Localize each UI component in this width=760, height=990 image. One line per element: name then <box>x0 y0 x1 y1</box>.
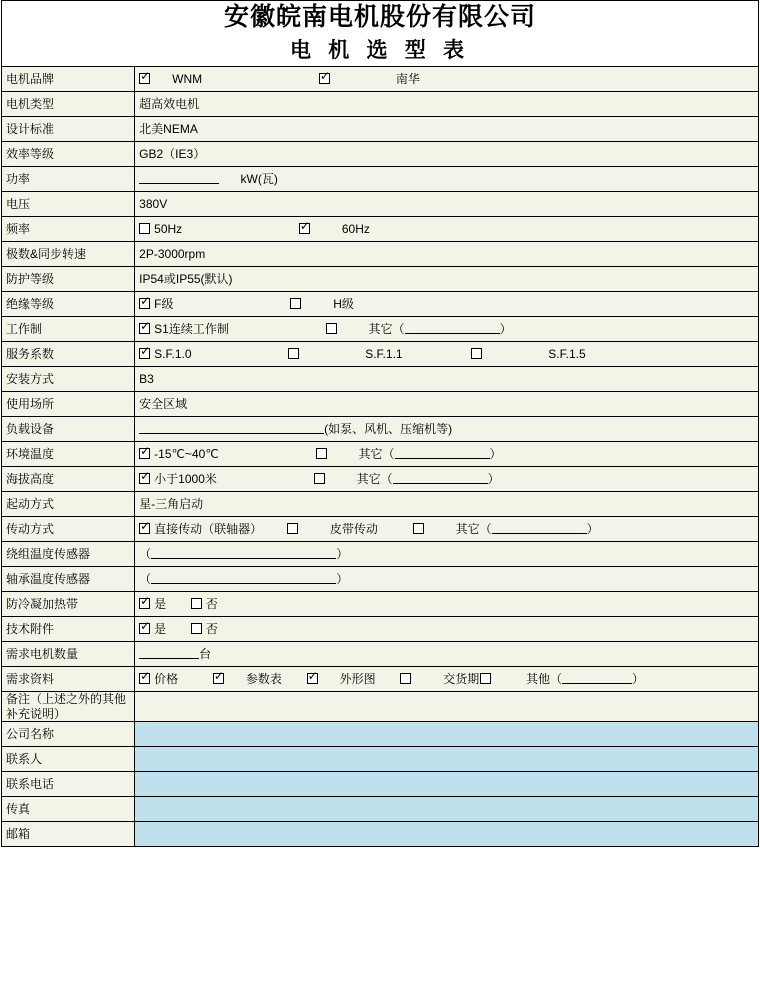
documents-option-spec[interactable] <box>213 672 282 686</box>
documents-other-tail: ） <box>632 672 645 687</box>
transmission-other-tail: ） <box>586 522 599 537</box>
row-fax <box>2 797 759 822</box>
transmission-option-other[interactable] <box>413 522 599 536</box>
row-protection <box>2 267 759 292</box>
documents-option-price[interactable] <box>139 672 178 686</box>
insulation-option-f-label: F级 <box>154 297 174 312</box>
row-phone <box>2 772 759 797</box>
row-ambient-temp <box>2 442 759 467</box>
sf-option-11-label: S.F.1.1 <box>365 347 403 362</box>
ambient-other-input-line[interactable] <box>395 447 490 459</box>
form-title <box>2 1 759 67</box>
insulation-option-h[interactable] <box>290 297 354 311</box>
value-fax[interactable] <box>135 797 759 822</box>
checkbox-icon[interactable] <box>139 223 150 234</box>
checkbox-icon[interactable] <box>413 523 424 534</box>
value-load-equipment <box>135 417 759 442</box>
ambient-other-tail: ） <box>489 447 502 462</box>
value-power[interactable] <box>135 167 759 192</box>
transmission-option-other-label: 其它（ <box>455 522 492 537</box>
form-table <box>1 0 759 847</box>
value-ambient-temp <box>135 442 759 467</box>
transmission-option-direct-label: 直接传动（联轴器） <box>154 522 263 537</box>
label-frequency: 频率 <box>2 217 135 242</box>
transmission-option-direct[interactable] <box>139 522 262 536</box>
checkbox-icon[interactable] <box>314 473 325 484</box>
value-type[interactable]: 超高效电机 <box>135 92 759 117</box>
quantity-unit: 台 <box>199 647 212 662</box>
label-load-equipment: 负载设备 <box>2 417 135 442</box>
value-poles[interactable]: 2P-3000rpm <box>135 242 759 267</box>
brand-option-wnm-label: WNM <box>172 72 203 87</box>
checkbox-icon[interactable] <box>139 473 150 484</box>
value-starting[interactable]: 星-三角启动 <box>135 492 759 517</box>
duty-option-other-label: 其它（ <box>368 322 405 337</box>
checkbox-icon[interactable] <box>139 348 150 359</box>
duty-option-s1[interactable] <box>139 322 229 336</box>
label-ambient-temp: 环境温度 <box>2 442 135 467</box>
documents-option-spec-label: 参数表 <box>245 672 282 687</box>
row-brand <box>2 67 759 92</box>
checkbox-icon[interactable] <box>139 73 150 84</box>
label-insulation: 绝缘等级 <box>2 292 135 317</box>
transmission-option-belt-label: 皮带传动 <box>329 522 378 537</box>
insulation-option-f[interactable] <box>139 297 173 311</box>
label-contact: 联系人 <box>2 747 135 772</box>
duty-option-other[interactable] <box>326 322 512 336</box>
checkbox-icon[interactable] <box>139 448 150 459</box>
label-quantity: 需求电机数量 <box>2 642 135 667</box>
value-efficiency[interactable]: GB2（IE3） <box>135 142 759 167</box>
value-standard[interactable]: 北美NEMA <box>135 117 759 142</box>
label-anticondensation: 防冷凝加热带 <box>2 592 135 617</box>
value-documents <box>135 667 759 692</box>
value-service-factor <box>135 342 759 367</box>
form-subtitle: 电 机 选 型 表 <box>290 37 470 62</box>
company-title: 安徽皖南电机股份有限公司 <box>223 4 536 31</box>
sf-option-10-label: S.F.1.0 <box>154 347 192 362</box>
row-contact <box>2 747 759 772</box>
sf-option-15-label: S.F.1.5 <box>548 347 586 362</box>
row-email <box>2 822 759 847</box>
row-transmission <box>2 517 759 542</box>
row-type <box>2 92 759 117</box>
checkbox-icon[interactable] <box>400 673 411 684</box>
checkbox-icon[interactable] <box>288 348 299 359</box>
label-power: 功率 <box>2 167 135 192</box>
altitude-option-other[interactable] <box>314 472 500 486</box>
label-location: 使用场所 <box>2 392 135 417</box>
checkbox-icon[interactable] <box>213 673 224 684</box>
anticondensation-option-yes-label: 是 <box>154 597 167 612</box>
value-brand <box>135 67 759 92</box>
value-company-name[interactable] <box>135 722 759 747</box>
row-winding-sensor <box>2 542 759 567</box>
label-protection: 防护等级 <box>2 267 135 292</box>
row-documents <box>2 667 759 692</box>
documents-other-input-line[interactable] <box>562 672 632 684</box>
ambient-option-default[interactable] <box>139 447 219 461</box>
transmission-other-input-line[interactable] <box>492 522 587 534</box>
checkbox-icon[interactable] <box>299 223 310 234</box>
value-transmission <box>135 517 759 542</box>
row-load-equipment <box>2 417 759 442</box>
altitude-option-default[interactable] <box>139 472 217 486</box>
value-duty <box>135 317 759 342</box>
checkbox-icon[interactable] <box>191 623 202 634</box>
value-phone[interactable] <box>135 772 759 797</box>
row-bearing-sensor <box>2 567 759 592</box>
label-altitude: 海拔高度 <box>2 467 135 492</box>
label-documents: 需求资料 <box>2 667 135 692</box>
label-type: 电机类型 <box>2 92 135 117</box>
row-company-name <box>2 722 759 747</box>
value-winding-sensor: （ ） <box>135 542 759 567</box>
row-location <box>2 392 759 417</box>
accessories-option-yes[interactable] <box>139 622 166 636</box>
label-accessories: 技术附件 <box>2 617 135 642</box>
row-voltage <box>2 192 759 217</box>
label-winding-sensor: 绕组温度传感器 <box>2 542 135 567</box>
label-service-factor: 服务系数 <box>2 342 135 367</box>
label-email: 邮箱 <box>2 822 135 847</box>
row-remarks <box>2 692 759 722</box>
label-transmission: 传动方式 <box>2 517 135 542</box>
value-altitude <box>135 467 759 492</box>
checkbox-icon[interactable] <box>290 298 301 309</box>
duty-other-input-line[interactable] <box>405 322 500 334</box>
value-accessories <box>135 617 759 642</box>
documents-option-drawing-label: 外形图 <box>339 672 376 687</box>
quantity-input-line[interactable] <box>139 647 199 659</box>
anticondensation-option-no[interactable] <box>191 597 218 611</box>
label-brand: 电机品牌 <box>2 67 135 92</box>
checkbox-icon[interactable] <box>287 523 298 534</box>
insulation-option-h-label: H级 <box>333 297 354 312</box>
row-quantity <box>2 642 759 667</box>
ambient-option-other-label: 其它（ <box>358 447 395 462</box>
checkbox-icon[interactable] <box>191 598 202 609</box>
label-poles: 极数&同步转速 <box>2 242 135 267</box>
checkbox-icon[interactable] <box>326 323 337 334</box>
row-power <box>2 167 759 192</box>
anticondensation-option-no-label: 否 <box>205 597 218 612</box>
frequency-option-50hz[interactable] <box>139 222 182 236</box>
row-service-factor <box>2 342 759 367</box>
documents-option-drawing[interactable] <box>307 672 376 686</box>
value-email[interactable] <box>135 822 759 847</box>
frequency-option-60hz[interactable] <box>299 222 370 236</box>
row-efficiency <box>2 142 759 167</box>
power-unit: kW(瓦) <box>240 172 278 187</box>
row-standard <box>2 117 759 142</box>
checkbox-icon[interactable] <box>139 523 150 534</box>
brand-option-nanhua-label: 南华 <box>395 72 420 87</box>
power-input-line[interactable] <box>139 172 219 184</box>
sf-option-15[interactable] <box>471 347 585 361</box>
duty-other-tail: ） <box>499 322 512 337</box>
checkbox-icon[interactable] <box>319 73 330 84</box>
row-frequency <box>2 217 759 242</box>
label-starting: 起动方式 <box>2 492 135 517</box>
accessories-option-yes-label: 是 <box>154 622 167 637</box>
documents-option-delivery-label: 交货期 <box>443 672 480 687</box>
checkbox-icon[interactable] <box>480 673 491 684</box>
value-voltage[interactable]: 380V <box>135 192 759 217</box>
row-mounting <box>2 367 759 392</box>
row-duty <box>2 317 759 342</box>
documents-option-other-label: 其他（ <box>525 672 562 687</box>
altitude-other-input-line[interactable] <box>393 472 488 484</box>
documents-option-other[interactable] <box>526 672 644 686</box>
accessories-option-no-label: 否 <box>205 622 218 637</box>
value-insulation <box>135 292 759 317</box>
value-mounting[interactable]: B3 <box>135 367 759 392</box>
value-frequency <box>135 217 759 242</box>
documents-option-price-label: 价格 <box>154 672 179 687</box>
checkbox-icon[interactable] <box>139 623 150 634</box>
title-row <box>2 1 759 67</box>
row-accessories <box>2 617 759 642</box>
sf-option-11[interactable] <box>288 347 402 361</box>
frequency-option-50hz-label: 50Hz <box>154 222 183 237</box>
checkbox-icon[interactable] <box>139 598 150 609</box>
value-remarks[interactable] <box>135 692 759 722</box>
transmission-option-belt[interactable] <box>287 522 378 536</box>
brand-option-nanhua[interactable] <box>319 72 420 86</box>
row-poles <box>2 242 759 267</box>
value-protection[interactable]: IP54或IP55(默认) <box>135 267 759 292</box>
row-insulation <box>2 292 759 317</box>
value-contact[interactable] <box>135 747 759 772</box>
checkbox-icon[interactable] <box>471 348 482 359</box>
altitude-option-other-label: 其它（ <box>356 472 393 487</box>
accessories-option-no[interactable] <box>191 622 218 636</box>
ambient-option-default-label: -15℃~40℃ <box>154 447 219 462</box>
checkbox-icon[interactable] <box>307 673 318 684</box>
row-anticondensation <box>2 592 759 617</box>
winding-sensor-input-line[interactable] <box>151 547 336 559</box>
frequency-option-60hz-label: 60Hz <box>341 222 370 237</box>
sf-option-10[interactable] <box>139 347 191 361</box>
label-mounting: 安装方式 <box>2 367 135 392</box>
label-efficiency: 效率等级 <box>2 142 135 167</box>
load-equipment-note: (如泵、风机、压缩机等) <box>324 422 453 437</box>
row-altitude <box>2 467 759 492</box>
label-standard: 设计标准 <box>2 117 135 142</box>
label-company-name: 公司名称 <box>2 722 135 747</box>
value-quantity[interactable] <box>135 642 759 667</box>
label-fax: 传真 <box>2 797 135 822</box>
checkbox-icon[interactable] <box>316 448 327 459</box>
label-phone: 联系电话 <box>2 772 135 797</box>
duty-option-s1-label: S1连续工作制 <box>154 322 229 337</box>
altitude-other-tail: ） <box>487 472 500 487</box>
value-location[interactable]: 安全区域 <box>135 392 759 417</box>
label-duty: 工作制 <box>2 317 135 342</box>
value-anticondensation <box>135 592 759 617</box>
checkbox-icon[interactable] <box>139 323 150 334</box>
altitude-option-default-label: 小于1000米 <box>154 472 217 487</box>
ambient-option-other[interactable] <box>316 447 502 461</box>
checkbox-icon[interactable] <box>139 673 150 684</box>
load-equipment-input-line[interactable] <box>139 422 324 434</box>
brand-option-wnm[interactable] <box>139 72 202 86</box>
label-voltage: 电压 <box>2 192 135 217</box>
checkbox-icon[interactable] <box>139 298 150 309</box>
documents-option-delivery[interactable] <box>400 672 491 686</box>
label-remarks: 备注（上述之外的其他补充说明） <box>2 692 135 722</box>
anticondensation-option-yes[interactable] <box>139 597 166 611</box>
bearing-sensor-input-line[interactable] <box>151 572 336 584</box>
row-starting <box>2 492 759 517</box>
label-bearing-sensor: 轴承温度传感器 <box>2 567 135 592</box>
value-bearing-sensor: （ ） <box>135 567 759 592</box>
